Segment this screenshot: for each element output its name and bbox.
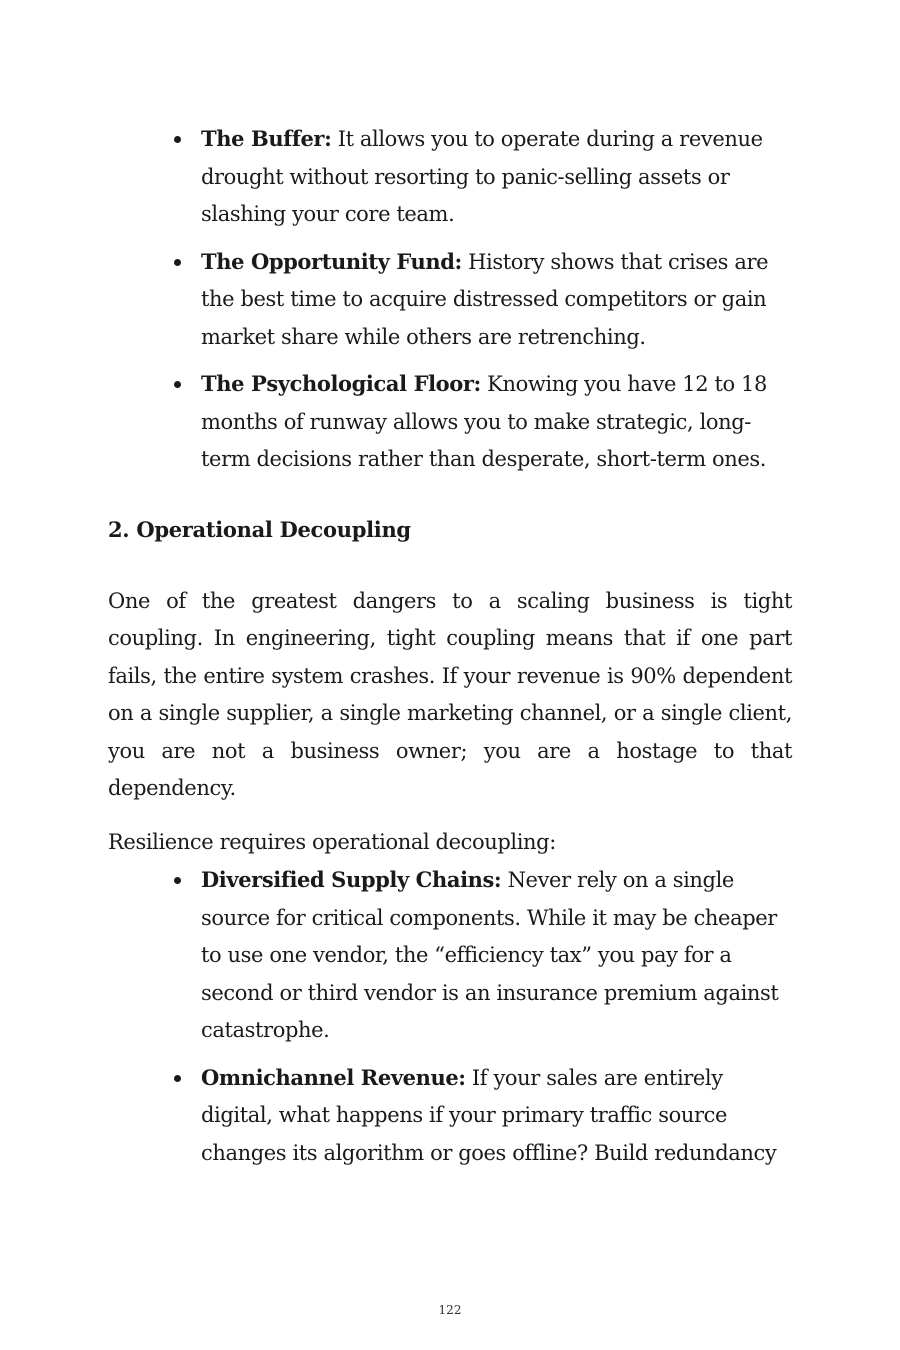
bullet-icon [174, 1075, 181, 1082]
list-item-term: Omnichannel Revenue: [201, 1064, 466, 1090]
body-paragraph: Resilience requires operational decoupling: [108, 829, 556, 854]
list-item-term: Diversified Supply Chains: [201, 867, 502, 892]
list-item [201, 365, 792, 479]
bullet-icon [174, 877, 181, 884]
list-item-text: History shows that crises are the best time to acquire distressed competitors or gain market share while others are retrenching. [201, 249, 769, 349]
list-item-text: Knowing you have 12 to 18 months of runway allows you to make strategic, long-term decisions rather than desperate, short-term ones. [201, 372, 767, 471]
page-number: 122 [438, 1303, 462, 1317]
bullet-icon [174, 381, 181, 388]
list-item [201, 120, 792, 234]
bullet-icon [174, 259, 181, 266]
list-item-term: The Psychological Floor: [201, 371, 481, 396]
list-item-term: The Buffer: [201, 126, 332, 151]
list-item [201, 1059, 792, 1173]
list-item-text: Never rely on a single source for critical components. While it may be cheaper to use one vendor, the “efficiency tax” you pay for a second or third vendor is an insurance premium against catastrophe. [201, 868, 779, 1042]
list-item-text: It allows you to operate during a revenue drought without resorting to panic-selling assets or slashing your core team. [201, 127, 763, 226]
list-item [201, 243, 792, 357]
bullet-icon [174, 136, 181, 143]
page-content [108, 120, 792, 1181]
list-item [201, 861, 792, 1050]
bullet-list-reserves [108, 120, 792, 479]
list-item-term: The Opportunity Fund: [201, 248, 462, 274]
bullet-list-decoupling [108, 861, 792, 1172]
list-item-text: If your sales are entirely digital, what happens if your primary traffic source changes its algorithm or goes offline? Build redundancy [201, 1065, 777, 1165]
section-heading: 2. Operational Decoupling [108, 516, 411, 542]
body-paragraph: One of the greatest dangers to a scaling business is tight coupling. In engineering, tight coupling means that if one part fails, the entire system crashes. If your revenue is 90% dependent on a single supplier, a single marketing channel, or a single client, you are not a business owner; you are a hostage to that dependency. [108, 588, 792, 800]
